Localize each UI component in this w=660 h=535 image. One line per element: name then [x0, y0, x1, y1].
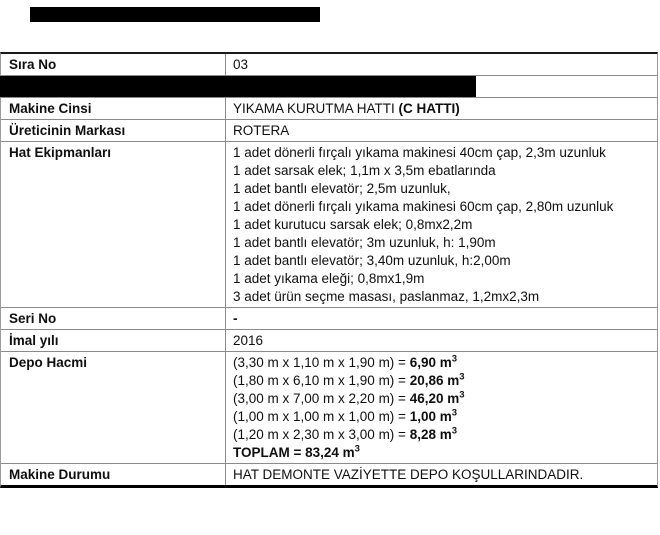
depo-volume: 8,28 m: [409, 427, 452, 442]
makine-cinsi-text: YIKAMA KURUTMA HATTI: [233, 101, 399, 116]
row-redaction-bar: [0, 76, 476, 97]
depo-line: [233, 408, 651, 426]
sira-no-label: Sıra No: [1, 54, 226, 75]
row-hat-ekipmanlari: [1, 142, 657, 308]
depo-dims: (3,00 m x 7,00 m x 2,20 m) =: [233, 391, 410, 406]
imal-yili-label: İmal yılı: [1, 330, 226, 351]
hat-line: 1 adet bantlı elevatör; 3,40m uzunluk, h:2,00m: [233, 253, 511, 268]
makine-cinsi-label: Makine Cinsi: [1, 98, 226, 119]
sira-no-value: 03: [233, 57, 249, 72]
makine-durumu-value: HAT DEMONTE VAZİYETTE DEPO KOŞULLARINDADIR.: [233, 467, 584, 482]
uretici-markasi-value: ROTERA: [233, 123, 290, 138]
row-imal-yili: [1, 330, 657, 352]
depo-total: TOPLAM = 83,24 m: [233, 445, 355, 460]
row-sira-no: [1, 54, 657, 76]
hat-line: 1 adet bantlı elevatör; 2,5m uzunluk,: [233, 181, 451, 196]
hat-line: 3 adet ürün seçme masası, paslanmaz, 1,2mx2,3m: [233, 289, 540, 304]
depo-dims: (1,20 m x 2,30 m x 3,00 m) =: [233, 427, 410, 442]
row-depo-hacmi: [1, 352, 657, 464]
hat-line: 1 adet bantlı elevatör; 3m uzunluk, h: 1,90m: [233, 235, 496, 250]
hat-line: 1 adet yıkama eleği; 0,8mx1,9m: [233, 271, 425, 286]
depo-volume-exponent: 3: [451, 425, 458, 437]
depo-line: [233, 390, 651, 408]
header-redaction-bar: [30, 7, 320, 22]
depo-hacmi-label: Depo Hacmi: [1, 352, 226, 463]
uretici-markasi-label: Üreticinin Markası: [1, 120, 226, 141]
hat-line: 1 adet dönerli fırçalı yıkama makinesi 60cm çap, 2,80m uzunluk: [233, 199, 614, 214]
depo-line: [233, 354, 651, 372]
hat-line: 1 adet dönerli fırçalı yıkama makinesi 40cm çap, 2,3m uzunluk: [233, 145, 606, 160]
depo-volume-exponent: 3: [451, 353, 458, 365]
seri-no-value: -: [233, 311, 238, 326]
hat-ekipmanlari-value: [226, 142, 657, 307]
machine-spec-table: [0, 52, 658, 488]
hat-ekipmanlari-label: Hat Ekipmanları: [1, 142, 226, 307]
imal-yili-value: 2016: [233, 333, 264, 348]
depo-volume-exponent: 3: [451, 407, 458, 419]
depo-line: [233, 372, 651, 390]
depo-volume: 6,90 m: [409, 355, 452, 370]
depo-hacmi-value: [226, 352, 657, 463]
depo-volume-exponent: 3: [459, 389, 465, 401]
depo-total-exponent: 3: [354, 443, 360, 455]
row-makine-durumu: [1, 464, 657, 485]
makine-durumu-label: Makine Durumu: [1, 464, 226, 485]
seri-no-label: Seri No: [1, 308, 226, 329]
row-uretici-markasi: [1, 120, 657, 142]
depo-volume: 46,20 m: [409, 391, 460, 406]
makine-cinsi-text-bold: (C HATTI): [398, 101, 460, 116]
depo-dims: (1,80 m x 6,10 m x 1,90 m) =: [233, 373, 410, 388]
row-makine-cinsi: [1, 98, 657, 120]
hat-line: 1 adet kurutucu sarsak elek; 0,8mx2,2m: [233, 217, 473, 232]
depo-volume: 20,86 m: [409, 373, 460, 388]
row-redacted: [1, 76, 657, 98]
depo-line: [233, 426, 651, 444]
depo-volume: 1,00 m: [409, 409, 452, 424]
depo-dims: (3,30 m x 1,10 m x 1,90 m) =: [233, 355, 410, 370]
makine-cinsi-value: [226, 98, 657, 119]
hat-line: 1 adet sarsak elek; 1,1m x 3,5m ebatlarında: [233, 163, 496, 178]
depo-volume-exponent: 3: [459, 371, 465, 383]
row-seri-no: [1, 308, 657, 330]
depo-dims: (1,00 m x 1,00 m x 1,00 m) =: [233, 409, 410, 424]
depo-total-line: [233, 444, 651, 462]
